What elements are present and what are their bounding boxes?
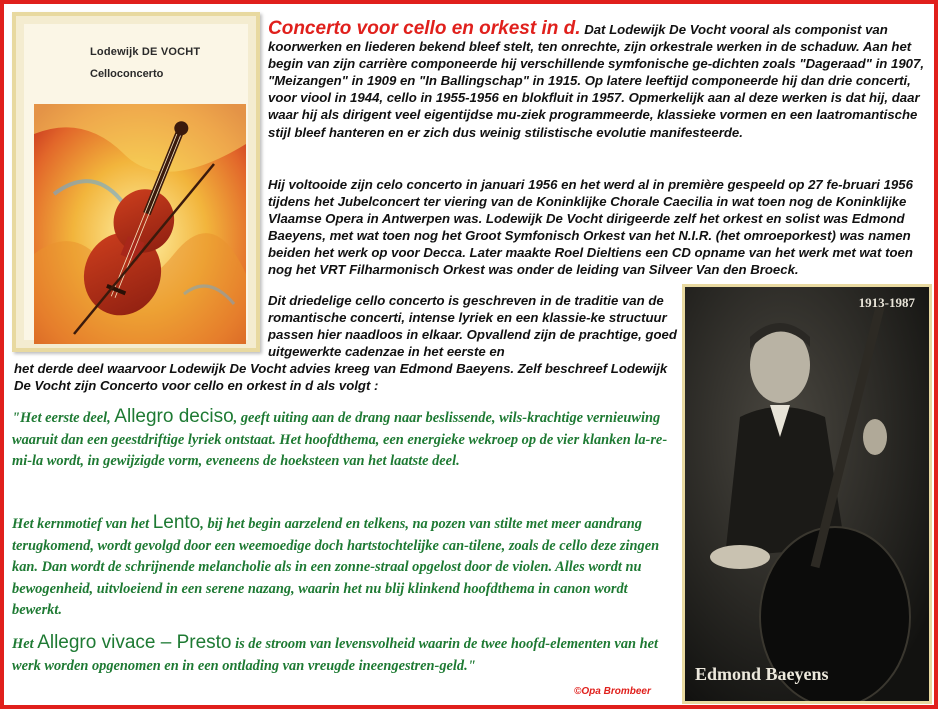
quote-3-rest: is de stroom van levensvolheid waarin de twee hoofd-elementen van het werk worden opgenomen en in een ontlading van vreugde ineengestren-geld." xyxy=(12,636,659,674)
cello-painting xyxy=(34,104,246,344)
movement-lento: Lento xyxy=(152,512,201,533)
quote-1-rest: , geeft uiting aan de drang naar beslissende, wils-krachtige vernieuwing waaruit dan een geestdriftige lyriek ontstaat. Het hoofdthema, een energieke wekroep op de vier klanken la-re-mi-la wordt, in gewijzigde vorm, eveneens de hoeksteen van het laatste deel. xyxy=(12,410,668,470)
photo-caption: Edmond Baeyens xyxy=(695,664,829,684)
photo-years: 1913-1987 xyxy=(858,295,915,310)
quote-3-open: Het xyxy=(12,636,38,652)
signature: ©Opa Brombeer xyxy=(574,686,651,697)
cover-composer: Lodewijk DE VOCHT xyxy=(90,46,201,58)
portrait-photo xyxy=(682,284,932,704)
article-title: Concerto voor cello en orkest in d. xyxy=(268,18,581,39)
movement-allegro-vivace-presto: Allegro vivace – Presto xyxy=(37,632,232,653)
cover-panel xyxy=(24,24,248,340)
paragraph-2 xyxy=(268,176,928,279)
quote-movement-1 xyxy=(12,406,680,473)
quote-2-rest: , bij het begin aarzelend en telkens, na pozen van stilte met meer aandrang terugkomend, wordt gevolgd door een weemoedige doch hartstochtelijke can-tilene, zoals de cello deze zingen kan. Dan wordt de schrijnende melancholie als in een zonne-straal opgelost door de violen. Alles wordt nu bewogenheid, uitvloeiend in een serene nazang, waarin het nu blij klinkend hoofdthema in canon wordt bewerkt. xyxy=(12,516,660,619)
paragraph-2-text: Hij voltooide zijn celo concerto in januari 1956 en het werd al in première gespeeld op 27 fe-bruari 1956 tijdens het Jubelconcert ter viering van de Koninklijke Chorale Caecilia in wat toen nog de Koninklijke Vlaamse Opera in Antwerpen was. Lodewijk De Vocht dirigeerde zelf het orkest en solist was Edmond Baeyens, met wat toen nog het Groot Symfonisch Orkest van het N.I.R. (het omroeporkest) was namen beiden het werk op voor Decca. Later maakte Roel Dieltiens een CD opname van het werk met wat toen nog het VRT Filharmonisch Orkest was onder de leiding van Silveer Van den Broeck. xyxy=(268,177,913,278)
paragraph-3a xyxy=(268,292,684,360)
intro-paragraph xyxy=(268,20,928,141)
cover-title: Celloconcerto xyxy=(90,68,164,80)
quote-2-open: Het kernmotief van het xyxy=(12,516,153,532)
paragraph-3b-text: het derde deel waarvoor Lodewijk De Vocht advies kreeg van Edmond Baeyens. Zelf beschreef Lodewijk De Vocht zijn Concerto voor cello en orkest in d als volgt : xyxy=(14,361,668,394)
paragraph-3a-text: Dit driedelige cello concerto is geschreven in de traditie van de romantische concerti, intense lyriek en een klassie-ke structuur passen hier naadloos in elkaar. Opvallend zijn de prachtige, goed uitgewerkte cadenzae in het eerste en xyxy=(268,293,677,360)
cellist-silhouette xyxy=(685,287,929,701)
cd-cover xyxy=(12,12,260,352)
quote-movement-3 xyxy=(12,632,680,677)
paragraph-3b xyxy=(14,360,684,394)
paragraph-1-text: Dat Lodewijk De Vocht vooral als componist van koorwerken en liederen bekend bleef stelt, ten onrechte, zijn orkestrale werken in de schaduw. Aan het begin van zijn carrière componeerde hij verschillende symfonische ge-dichten zoals "Dageraad" in 1907, "Meizangen" in 1909 en "In Ballingschap" in 1915. Op latere leeftijd componeerde hij dan drie concerti, voor viool in 1944, cello in 1955-1956 en blokfluit in 1957. Opmerkelijk aan al deze werken is dat hij, daar waar hij als dirigent veel eigentijdse mu-ziek programmeerde, klassieke vormen en een laatromantische stijl bleef hanteren en er zich dus weinig stilistische evolutie manifesteerde. xyxy=(268,22,924,140)
movement-allegro-deciso: Allegro deciso xyxy=(114,406,234,427)
quote-movement-2 xyxy=(12,512,680,622)
quote-1-open: "Het eerste deel, xyxy=(12,410,115,426)
